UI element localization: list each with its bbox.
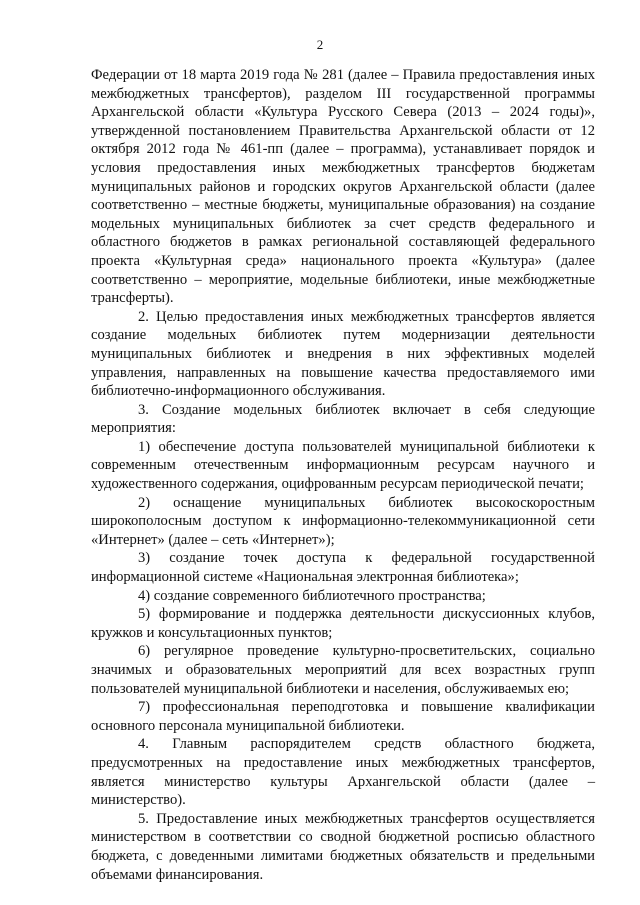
paragraph-item-5: 5. Предоставление иных межбюджетных трансфертов осуществляется министерством в соответствии со сводной бюджетной росписью областного бюджета, с доведенными лимитами бюджетных обязательств и предельными объемами финансирования. (91, 810, 595, 883)
page-number: 2 (316, 37, 324, 52)
paragraph-item-3: 3. Создание модельных библиотек включает в себя следующие мероприятия: (91, 401, 595, 437)
list-item-3: 3) создание точек доступа к федеральной государственной информационной системе «Национальная электронная библиотека»; (91, 550, 595, 586)
list-item-6: 6) регулярное проведение культурно-просветительских, социально значимых и образовательных мероприятий для всех возрастных групп пользователей муниципальной библиотеки и населения, обслуживаемых ею; (91, 643, 595, 697)
document-body (91, 66, 595, 884)
list-item-2: 2) оснащение муниципальных библиотек высокоскоростным широкополосным доступом к информационно-телекоммуникационной сети «Интернет» (далее – сеть «Интернет»); (91, 494, 595, 548)
list-item-4: 4) создание современного библиотечного пространства; (138, 587, 486, 604)
paragraph-continuation: Федерации от 18 марта 2019 года № 281 (далее – Правила предоставления иных межбюджетных трансфертов), разделом III государственной программы Архангельской области «Культура Русского Севера (2013 – 2024 годы)», утвержденной постановлением Правительства Архангельской области от 12 октября 2012 года № 461-пп (далее – программа), устанавливает порядок и условия предоставления иных межбюджетных трансфертов бюджетам муниципальных районов и городских округов Архангельской области (далее соответственно – местные бюджеты, муниципальные образования) на создание модельных муниципальных библиотек за счет средств федерального и областного бюджетов в рамках региональной составляющей федерального проекта «Культурная среда» национального проекта «Культура» (далее соответственно – мероприятие, модельные библиотеки, иные межбюджетные трансферты). (91, 67, 595, 307)
paragraph-item-2: 2. Целью предоставления иных межбюджетных трансфертов является создание модельных библиотек путем модернизации деятельности муниципальных библиотек и внедрения в них эффективных моделей управления, направленных на повышение качества предоставляемого ими библиотечно-информационного обслуживания. (91, 308, 595, 400)
list-item-7: 7) профессиональная переподготовка и повышение квалификации основного персонала муниципальной библиотеки. (91, 699, 595, 734)
paragraph-item-4: 4. Главным распорядителем средств областного бюджета, предусмотренных на предоставление иных межбюджетных трансфертов, является министерство культуры Архангельской области (далее – министерство). (91, 736, 595, 809)
list-item-5: 5) формирование и поддержка деятельности дискуссионных клубов, кружков и консультационных пунктов; (91, 606, 595, 641)
list-item-1: 1) обеспечение доступа пользователей муниципальной библиотеки к современным отечественным информационным ресурсам научного и художественного содержания, оцифрованным ресурсам периодической печати; (91, 438, 595, 493)
